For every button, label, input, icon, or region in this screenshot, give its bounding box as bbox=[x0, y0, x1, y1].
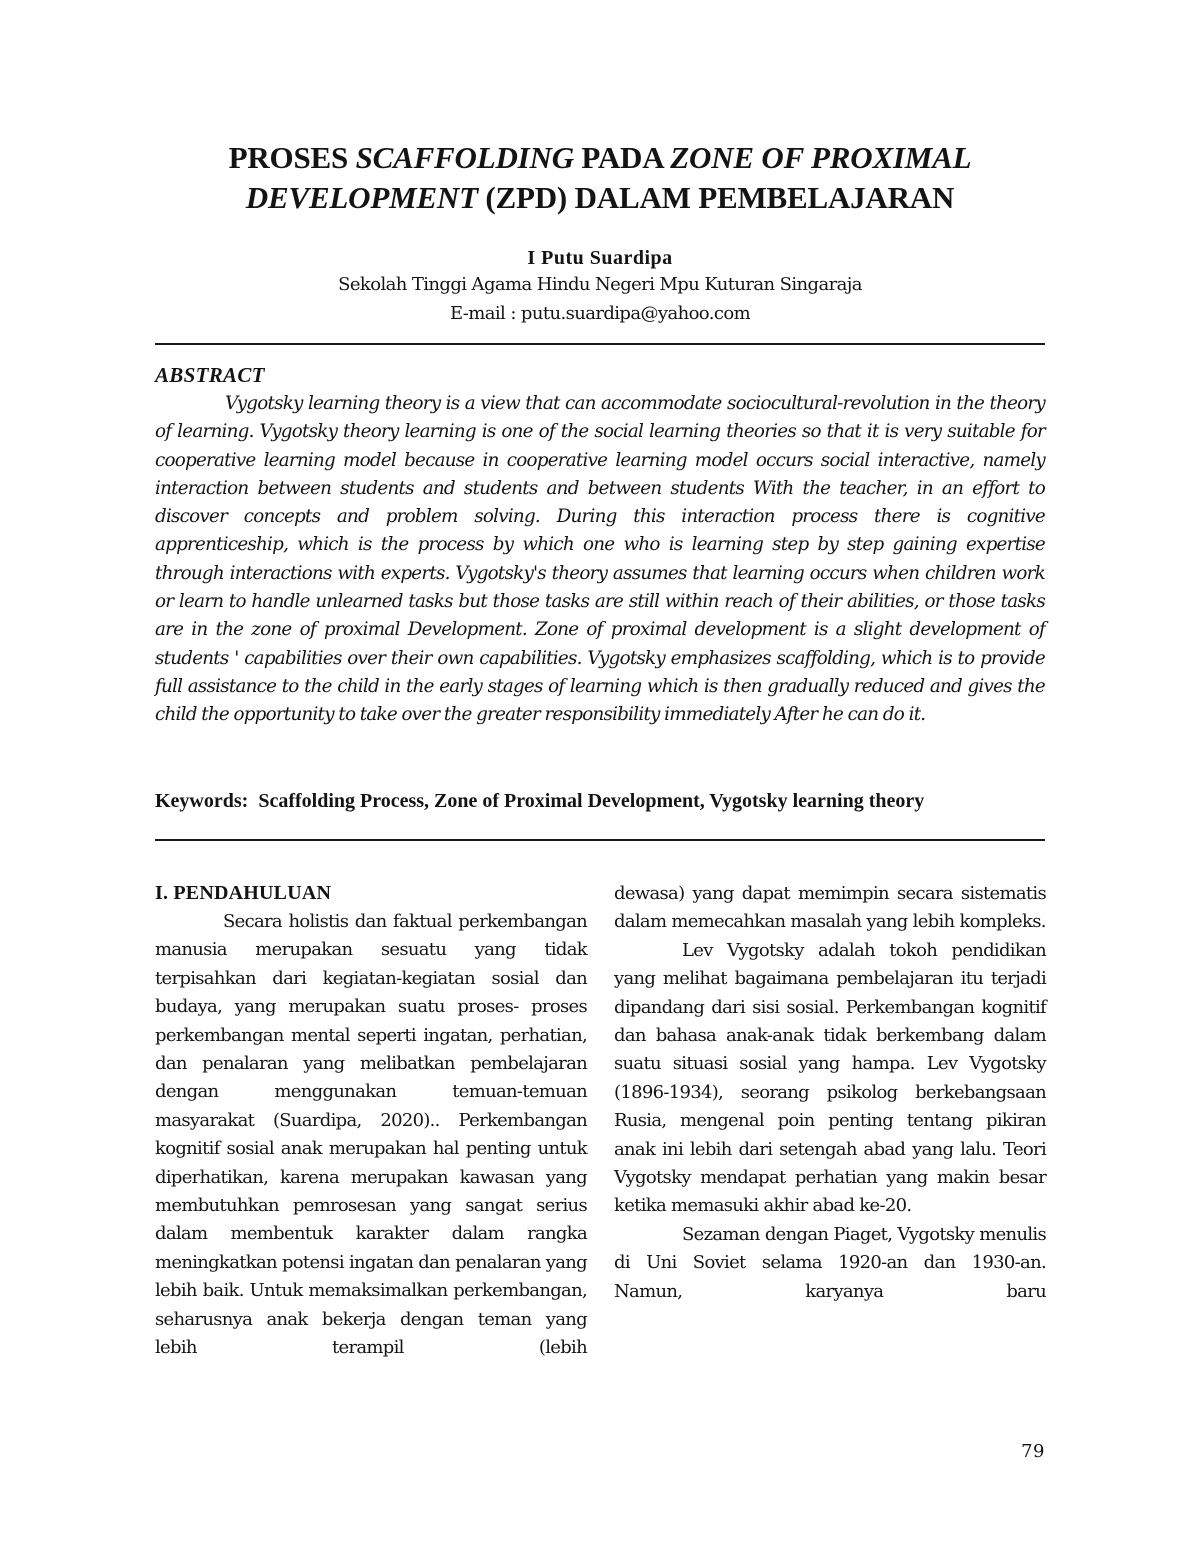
author-email: E-mail : putu.suardipa@yahoo.com bbox=[449, 303, 751, 324]
author-name: I Putu Suardipa bbox=[527, 247, 673, 269]
column-right bbox=[614, 880, 1046, 1306]
keywords bbox=[155, 788, 1055, 814]
divider-top bbox=[155, 343, 1045, 345]
section-heading: I. PENDAHULUAN bbox=[155, 882, 332, 904]
title-line-2: DEVELOPMENT (ZPD) DALAM PEMBELAJARAN bbox=[245, 180, 955, 215]
title-line-1: PROSES SCAFFOLDING PADA ZONE OF PROXIMAL bbox=[228, 140, 972, 175]
keywords-list: Scaffolding Process, Zone of Proximal Development, Vygotsky learning theory bbox=[258, 790, 925, 812]
page-number: 79 bbox=[1021, 1441, 1045, 1462]
paper-title bbox=[150, 138, 1050, 218]
abstract-text: Vygotsky learning theory is a view that can accommodate sociocultural-revolution in the theory of learning. Vygotsky theory learning is one of the social learning theories so that it is very suitable for cooperative learning model because in cooperative learning model occurs social interactive, namely interaction between students and students and between students With the teacher, in an effort to discover concepts and problem solving. During this interaction process there is cognitive apprenticeship, which is the process by which one who is learning step by step gaining expertise through interactions with experts. Vygotsky's theory assumes that learning occurs when children work or learn to handle unlearned tasks but those tasks are still within reach of their abilities, or those tasks are in the zone of proximal Development. Zone of proximal development is a slight development of students ' capabilities over their own capabilities. Vygotsky emphasizes scaffolding, which is to provide full assistance to the child in the early stages of learning which is then gradually reduced and gives the child the opportunity to take over the greater responsibility immediately After he can do it. bbox=[155, 393, 1045, 726]
divider-bottom bbox=[155, 839, 1045, 841]
intro-paragraph-1-continued: dewasa) yang dapat memimpin secara sistematis dalam memecahkan masalah yang lebih kompleks. bbox=[614, 883, 1046, 933]
author-affiliation: Sekolah Tinggi Agama Hindu Negeri Mpu Kuturan Singaraja bbox=[338, 274, 862, 295]
intro-paragraph-1: Secara holistis dan faktual perkembangan manusia merupakan sesuatu yang tidak terpisahkan dari kegiatan-kegiatan sosial dan budaya, yang merupakan suatu proses- proses perkembangan mental seperti ingatan, perhatian, dan penalaran yang melibatkan pembelajaran dengan menggunakan temuan-temuan masyarakat (Suardipa, 2020).. Perkembangan kognitif sosial anak merupakan hal penting untuk diperhatikan, karena merupakan kawasan yang membutuhkan pemrosesan yang sangat serius dalam membentuk karakter dalam rangka meningkatkan potensi ingatan dan penalaran yang lebih baik. Untuk memaksimalkan perkembangan, seharusnya anak bekerja dengan teman yang lebih terampil (lebih bbox=[155, 911, 587, 1359]
intro-paragraph-3: Sezaman dengan Piaget, Vygotsky menulis di Uni Soviet selama 1920-an dan 1930-an. Namun, karyanya baru bbox=[614, 1223, 1046, 1302]
abstract-heading: ABSTRACT bbox=[155, 363, 265, 387]
intro-paragraph-2: Lev Vygotsky adalah tokoh pendidikan yang melihat bagaimana pembelajaran itu terjadi dipandang dari sisi sosial. Perkembangan kognitif dan bahasa anak-anak tidak berkembang dalam suatu situasi sosial yang hampa. Lev Vygotsky (1896-1934), seorang psikolog berkebangsaan Rusia, mengenal poin penting tentang pikiran anak ini lebih dari setengah abad yang lalu. Teori Vygotsky mendapat perhatian yang makin besar ketika memasuki akhir abad ke-20. bbox=[614, 939, 1046, 1217]
keywords-label: Keywords: bbox=[155, 790, 249, 812]
column-left bbox=[155, 880, 587, 1363]
